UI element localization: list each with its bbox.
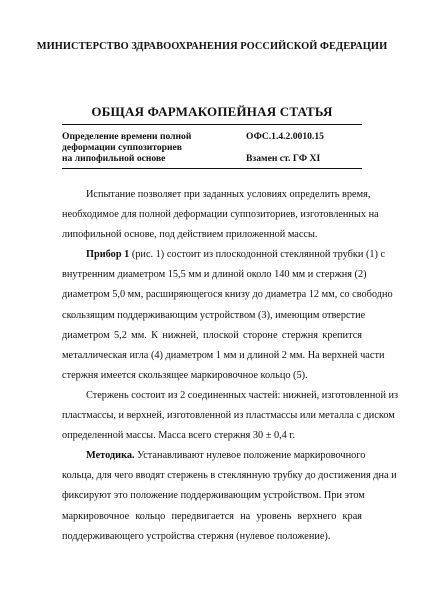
text-line: внутренним диаметром 15,5 мм и длиной около 140 мм и стержня (2) (62, 269, 367, 281)
article-body (62, 185, 399, 547)
text-line (62, 245, 386, 265)
text-line: диаметром 5,0 мм, расширяющегося книзу до диаметра 12 мм, со свободно (62, 289, 393, 301)
text-line: Стержень состоит из 2 соединенных частей: нижней, изготовленной из (86, 389, 399, 401)
text-line: липофильной основе, под действием приложенной массы. (62, 229, 318, 241)
text-line: стержня имеется скользящее маркировочное кольцо (5). (62, 369, 308, 381)
article-title-line: на липофильной основе (62, 153, 166, 164)
document-type-heading: ОБЩАЯ ФАРМАКОПЕЙНАЯ СТАТЬЯ (91, 104, 333, 119)
article-title (62, 131, 232, 164)
text-line: кольца, для чего вводят стержень в стеклянную трубку до достижения дна и (62, 470, 397, 482)
text-line: пластмассы, и верхней, изготовленной из пластмассы или металла с диском (62, 410, 395, 422)
apparatus-lead: Прибор 1 (86, 249, 130, 261)
paragraph-apparatus (62, 245, 393, 386)
text-line: фиксируют это положение поддерживающим устройством. При этом (62, 490, 365, 502)
text-line: скользящим поддерживающим устройством (3), имеющим отверстие (62, 309, 366, 321)
header-rule-top (62, 124, 362, 125)
text-fragment: (рис. 1) состоит из плоскодонной стеклянной трубки (1) с (129, 249, 386, 261)
paragraph-rod (62, 386, 399, 446)
text-line: определенной массы. Масса всего стержня 30 ± 0,4 г. (62, 430, 296, 442)
text-line (62, 446, 366, 466)
method-lead: Методика. (86, 450, 135, 462)
text-fragment: Устанавливают нулевое положение маркировочного (134, 450, 366, 462)
header-rule-bottom (62, 168, 362, 169)
text-line: поддерживающего устройства стержня (нулевое положение). (62, 530, 331, 542)
text-line: диаметром 5,2 мм. К нижней, плоской стороне стержня крепится (62, 329, 362, 341)
text-line: Испытание позволяет при заданных условиях определить время, (86, 189, 371, 200)
ministry-heading: МИНИСТЕРСТВО ЗДРАВООХРАНЕНИЯ РОССИЙСКОЙ ФЕДЕРАЦИИ (36, 41, 388, 52)
text-line: маркировочное кольцо передвигается на уровень верхнего края (62, 510, 362, 522)
text-line: необходимое для полной деформации суппозиториев, изготовленных на (62, 209, 379, 221)
article-code: ОФС.1.4.2.0010.15 (246, 131, 324, 142)
article-title-line: Определение времени полной (62, 131, 192, 142)
article-title-line: деформации суппозиториев (62, 142, 182, 153)
paragraph-method (62, 446, 397, 546)
text-line: металлическая игла (4) диаметром 1 мм и длиной 2 мм. На верхней части (62, 349, 385, 361)
article-replaces: Взамен ст. ГФ XI (246, 153, 321, 164)
paragraph-intro (62, 185, 379, 245)
